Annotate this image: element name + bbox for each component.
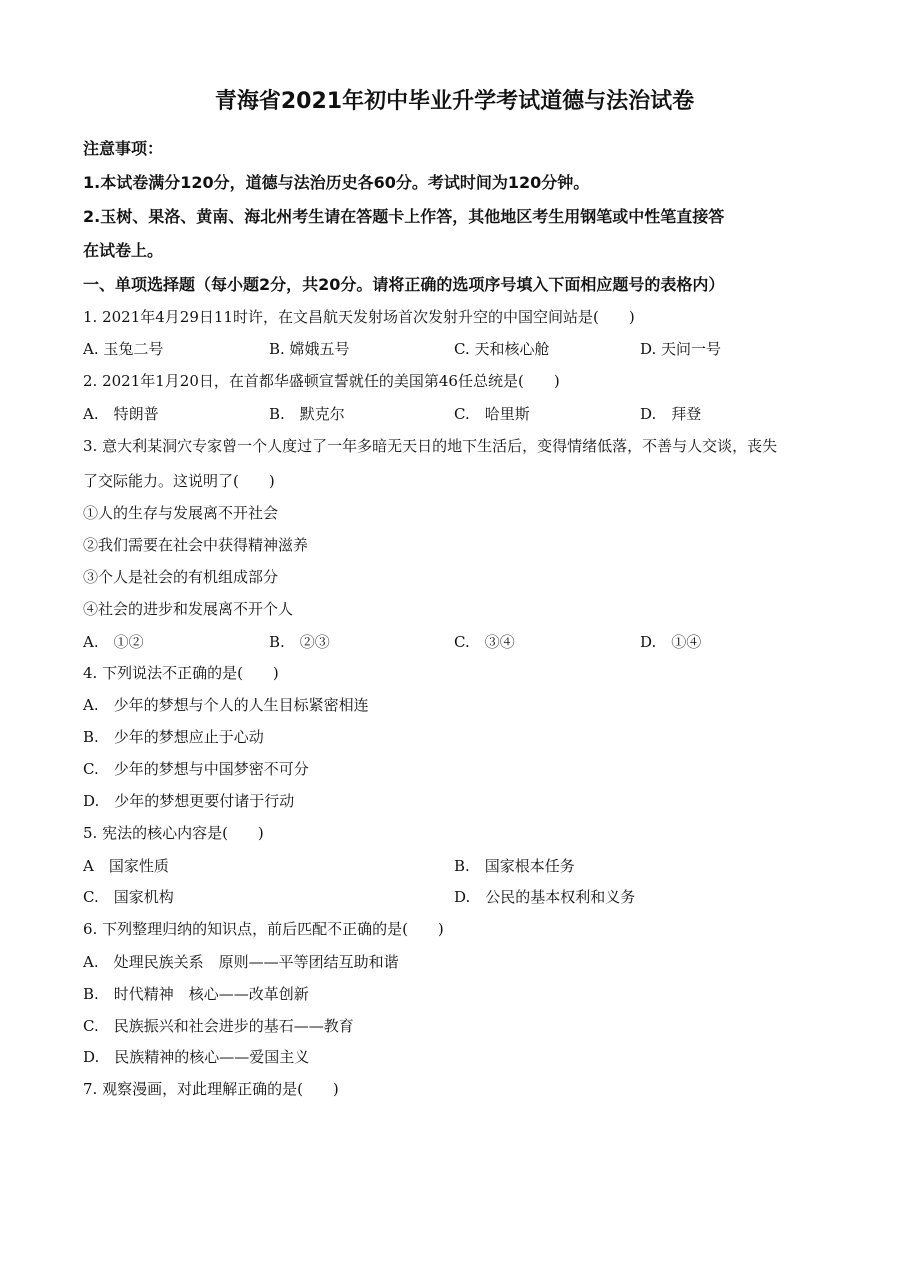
question-3-option-c: C. ③④ — [454, 633, 515, 651]
question-6-option-a: A. 处理民族关系 原则——平等团结互助和谐 — [83, 953, 399, 971]
question-2-option-a: A. 特朗普 — [83, 405, 159, 423]
question-2-option-b: B. 默克尔 — [269, 405, 345, 423]
question-4-option-a: A. 少年的梦想与个人的人生目标紧密相连 — [83, 696, 369, 714]
question-1-option-a: A. 玉兔二号 — [83, 340, 164, 358]
question-6-option-c: C. 民族振兴和社会进步的基石——教育 — [83, 1017, 354, 1035]
question-3-statement-4: ④社会的进步和发展离不开个人 — [83, 600, 294, 618]
question-3-statement-2: ②我们需要在社会中获得精神滋养 — [83, 536, 309, 554]
section-1-heading: 一、单项选择题（每小题2分，共20分。请将正确的选项序号填入下面相应题号的表格内） — [83, 275, 725, 294]
question-5-stem: 5. 宪法的核心内容是( ) — [83, 824, 264, 842]
notes-heading: 注意事项： — [83, 139, 164, 158]
question-2-option-d: D. 拜登 — [640, 405, 702, 423]
question-3-statement-3: ③个人是社会的有机组成部分 — [83, 568, 279, 586]
question-5-option-c: C. 国家机构 — [83, 888, 174, 906]
question-4-option-c: C. 少年的梦想与中国梦密不可分 — [83, 760, 309, 778]
question-1-option-b: B. 嫦娥五号 — [269, 340, 350, 358]
question-3-option-d: D. ①④ — [640, 633, 702, 651]
question-3-stem-line-1: 3. 意大利某洞穴专家曾一个人度过了一年多暗无天日的地下生活后，变得情绪低落，不善与人交谈，丧失 — [83, 437, 778, 455]
question-2-option-c: C. 哈里斯 — [454, 405, 530, 423]
exam-title: 青海省2021年初中毕业升学考试道德与法治试卷 — [214, 89, 695, 114]
notes-item-1: 1.本试卷满分120分，道德与法治历史各60分。考试时间为120分钟。 — [83, 173, 590, 192]
question-3-option-a: A. ①② — [83, 633, 144, 651]
question-5-option-a: A 国家性质 — [83, 857, 169, 875]
question-1-stem: 1. 2021年4月29日11时许，在文昌航天发射场首次发射升空的中国空间站是( ) — [83, 308, 635, 326]
question-6-option-b: B. 时代精神 核心——改革创新 — [83, 985, 309, 1003]
question-4-stem: 4. 下列说法不正确的是( ) — [83, 664, 279, 682]
question-4-option-b: B. 少年的梦想应止于心动 — [83, 728, 264, 746]
question-4-option-d: D. 少年的梦想更要付诸于行动 — [83, 792, 295, 810]
question-6-stem: 6. 下列整理归纳的知识点，前后匹配不正确的是( ) — [83, 920, 444, 938]
notes-item-2-line-1: 2.玉树、果洛、黄南、海北州考生请在答题卡上作答，其他地区考生用钢笔或中性笔直接答 — [83, 207, 725, 226]
question-3-statement-1: ①人的生存与发展离不开社会 — [83, 504, 279, 522]
question-5-option-d: D. 公民的基本权利和义务 — [454, 888, 636, 906]
question-3-option-b: B. ②③ — [269, 633, 330, 651]
question-7-stem: 7. 观察漫画，对此理解正确的是( ) — [83, 1080, 339, 1098]
notes-item-2-line-2: 在试卷上。 — [83, 241, 164, 260]
question-1-option-c: C. 天和核心舱 — [454, 340, 550, 358]
question-1-option-d: D. 天问一号 — [640, 340, 722, 358]
question-2-stem: 2. 2021年1月20日，在首都华盛顿宣誓就任的美国第46任总统是( ) — [83, 372, 560, 390]
question-6-option-d: D. 民族精神的核心——爱国主义 — [83, 1048, 310, 1066]
question-5-option-b: B. 国家根本任务 — [454, 857, 575, 875]
question-3-stem-line-2: 了交际能力。这说明了( ) — [83, 472, 275, 490]
